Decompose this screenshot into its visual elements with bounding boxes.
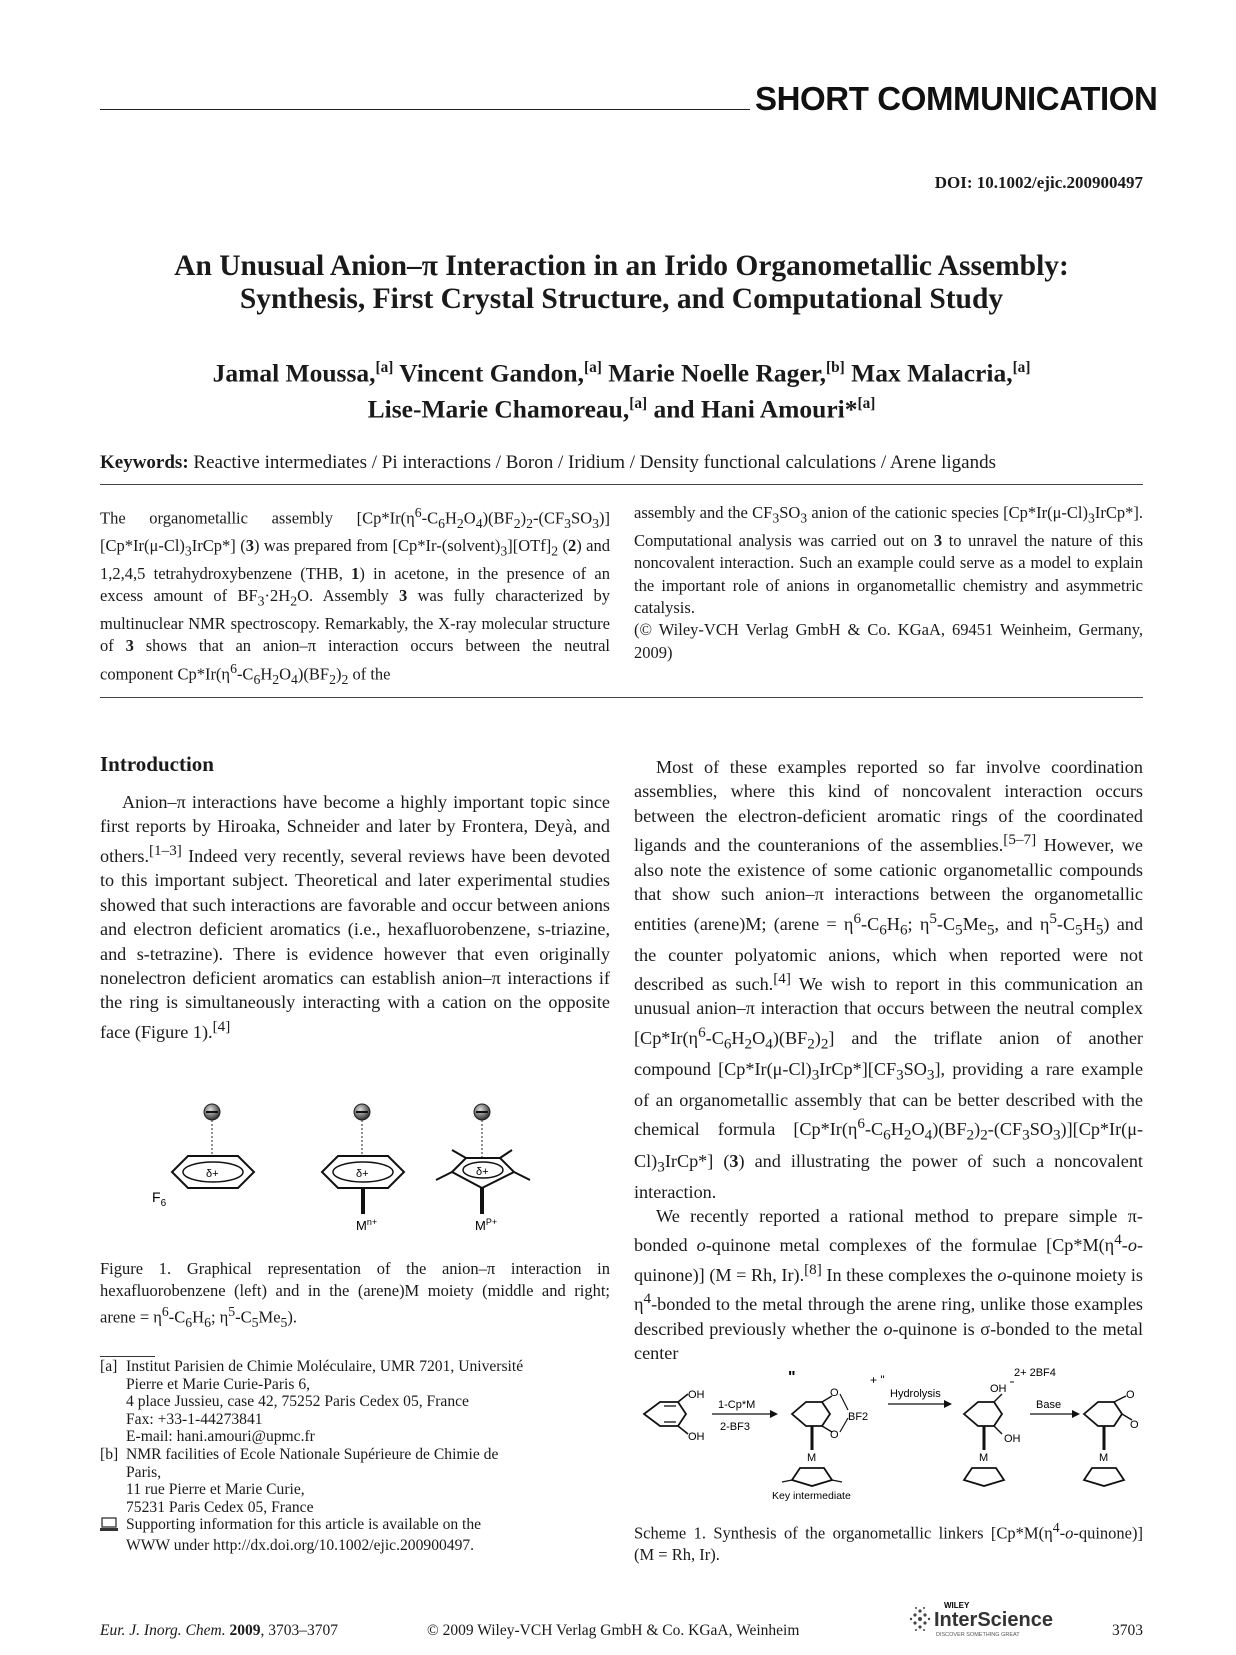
arene-m-diagram <box>322 1104 404 1233</box>
abstract-left: The organometallic assembly $[Cp*Ir(\eta^6-C_6H_2O_4)(BF_2)_2-(CF_3SO_3)][Cp*Ir(\mu-Cl)_3IrCp*]$ (3) was prepared from $[Cp*Ir-(solvent)_3][OTf]_2$ (2) and 1,2,4,5 tetrahydroxybenzene (THB, 1) in acetone, in the presence of an excess amount of $BF_3\cdot 2H_2O$. Assembly 3 was fully characterized by multinuclear NMR spectroscopy. Remarkably, the X-ray molecular structure of 3 shows that an anion–π interaction occurs between the neutral component $Cp*Ir(\eta^6-C_6H_2O_4)(BF_2)_2$ of the <box>100 505 610 687</box>
author-affiliation: [b] <box>826 359 845 376</box>
reagent-1: 1-Cp*M <box>718 1399 756 1411</box>
svg-text:OH: OH <box>990 1383 1007 1395</box>
base-label: Base <box>1036 1399 1062 1411</box>
scheme-1-caption: Scheme 1. Synthesis of the organometallic linkers $[Cp*M(\eta^4-o-quinone)] (M = Rh$, Ir). <box>634 1520 1143 1564</box>
journal-citation: Eur. J. Inorg. Chem. 2009, 3703–3707 <box>100 1622 338 1639</box>
cp-star-m-diagram <box>436 1104 530 1233</box>
author-affiliation: [a] <box>1012 359 1031 376</box>
hydroxy-complex-structure <box>964 1367 1056 1486</box>
author-name: Lise-Marie Chamoreau, <box>367 394 630 423</box>
quinone-complex-structure <box>1084 1389 1139 1486</box>
keywords <box>100 452 996 474</box>
catechol-structure <box>644 1389 705 1443</box>
author-name: Marie Noelle Rager, <box>608 358 827 388</box>
abstract-copyright: (© Wiley-VCH Verlag GmbH & Co. KGaA, 69451 Weinheim, Germany, 2009) <box>634 620 1143 662</box>
header-rule <box>100 109 750 110</box>
metal-label: $M^{n+}$ <box>356 1217 378 1233</box>
svg-text:M: M <box>979 1452 989 1464</box>
svg-text:OH: OH <box>688 1431 705 1443</box>
svg-text:O: O <box>1130 1419 1139 1431</box>
hexafluorobenzene-diagram <box>152 1104 254 1209</box>
author-email[interactable]: E-mail: hani.amouri@upmc.fr <box>126 1428 315 1446</box>
intro-paragraph-1: Anion–π interactions have become a highly important topic since first reports by Hiroaka, Schneider and later by Frontera, Deyà, and others.[1–3] Indeed very recently, several reviews have been devoted to this important subject. Theoretical and later experimental studies showed that such interactions are favorable and occur between anions and electron deficient aromatics (i.e., hexafluorobenzene, s-triazine, and s-tetrazine). There is evidence however that even originally nonelectron deficient aromatics can establish anion–π interactions if the ring is simultaneously interacting with a cation on the opposite face (Figure 1).[4] <box>100 792 610 1042</box>
author-affiliation: [a] <box>629 394 648 412</box>
svg-text:O: O <box>1126 1389 1135 1401</box>
svg-text:O: O <box>830 1387 839 1399</box>
counter-ion-label: 2+ 2BF4 <box>1014 1367 1056 1379</box>
page-number: 3703 <box>1112 1622 1143 1639</box>
author-affiliation: [a] <box>857 394 876 412</box>
author-affiliation: [a] <box>375 359 394 376</box>
svg-text:M: M <box>807 1452 817 1464</box>
svg-text:δ+: δ+ <box>476 1166 489 1178</box>
abstract-bottom-rule <box>100 697 1143 698</box>
title-line-2: Synthesis, First Crystal Structure, and Computational Study <box>239 283 1004 315</box>
svg-text:+ ": + " <box>870 1373 885 1387</box>
figure-1 <box>140 1100 580 1240</box>
metal-label: $M^{P+}$ <box>475 1217 498 1233</box>
author-name: and Hani Amouri* <box>653 394 858 423</box>
svg-text:DISCOVER SOMETHING GREAT: DISCOVER SOMETHING GREAT <box>936 1632 1020 1638</box>
svg-text:BF2: BF2 <box>848 1411 869 1423</box>
section-heading-introduction: Introduction <box>100 752 214 776</box>
svg-text:M: M <box>1099 1452 1109 1464</box>
author-name: Jamal Moussa, <box>212 358 376 388</box>
svg-text:OH: OH <box>1004 1433 1021 1445</box>
intro-paragraph-2: Most of these examples reported so far involve coordination assemblies, where this kind of noncovalent interaction occurs between the electron-deficient aromatic rings of the coordinated ligands and the counteranions of the assemblies.[5–7] However, we also note the existence of some cationic organometallic compounds that show such anion–π interactions between the organometallic entities (arene)M; (arene = $\eta^6-C_6H_6$; $\eta^5-C_5Me_5$, and $\eta^5-C_5H_5$) and the counter polyatomic anions, which when reported were not described as such.[4] We wish to report in this communication an unusual anion–π interaction that occurs between the neutral complex $[Cp*Ir(\eta^6-C_6H_2O_4)(BF_2)_2]$ and the triflate anion of another compound $[Cp*Ir(\mu-Cl)_3IrCp*][CF_3SO_3]$, providing a rare example of an organometallic assembly that can be better described with the chemical formula $[Cp*Ir(\eta^6-C_6H_2O_4)(BF_2)_2-(CF_3SO_3)][Cp*Ir(\mu-Cl)_3IrCp*]$ (3) and illustrating the power of such a noncovalent interaction. We recently reported a rational method to prepare simple π-bonded o-quinone metal complexes of the formulae $[Cp*M(\eta^4-o-quinone)] (M = Rh$, Ir).[8] In these complexes the o-quinone moiety is $\eta^4$-bonded to the metal through the arene ring, unlike those examples described previously whether the o-quinone is σ-bonded to the metal center <box>634 757 1144 1364</box>
svg-text:": " <box>788 1369 796 1386</box>
keywords-label: Keywords: <box>100 452 189 473</box>
key-intermediate-structure <box>772 1369 885 1502</box>
title-line-1: An Unusual Anion–π Interaction in an Irido Organometallic Assembly: <box>174 250 1069 282</box>
author-name: Max Malacria, <box>851 358 1013 388</box>
author-list <box>100 353 1143 424</box>
svg-text:O: O <box>830 1429 839 1441</box>
doi[interactable]: DOI: 10.1002/ejic.200900497 <box>934 173 1143 192</box>
abstract-right: assembly and the $CF_3SO_3$ anion of the cationic species $[Cp*Ir(\mu-Cl)_3IrCp*]$. Computational analysis was carried out on 3 to unravel the nature of this noncovalent interaction. Such an example could serve as a model to explain the important role of anions in organometallic chemistry and asymmetric catalysis. (© Wiley-VCH Verlag GmbH & Co. KGaA, 69451 Weinheim, Germany, 2009) <box>634 502 1143 664</box>
key-intermediate-label: Key intermediate <box>772 1490 851 1502</box>
svg-text:WILEY: WILEY <box>944 1601 970 1610</box>
footer-copyright: © 2009 Wiley-VCH Verlag GmbH & Co. KGaA, Weinheim <box>427 1622 800 1639</box>
f6-label: $F_6$ <box>152 1189 167 1209</box>
interscience-logo <box>906 1599 1076 1639</box>
section-label: SHORT COMMUNICATION <box>755 80 1158 117</box>
svg-text:OH: OH <box>688 1389 705 1401</box>
scheme-1 <box>634 1362 1143 1502</box>
hydrolysis-label: Hydrolysis <box>890 1388 941 1400</box>
computer-icon <box>100 1516 126 1537</box>
author-affiliation: [a] <box>583 359 602 376</box>
supporting-info-link[interactable]: WWW under http://dx.doi.org/10.1002/ejic.200900497. <box>126 1536 475 1554</box>
author-name: Vincent Gandon, <box>399 358 584 388</box>
keywords-list: Reactive intermediates / Pi interactions / Boron / Iridium / Density functional calculations / Arene ligands <box>193 452 996 473</box>
footnote-rule <box>100 1356 155 1357</box>
article-title <box>100 250 1143 316</box>
svg-text:InterScience: InterScience <box>934 1609 1053 1631</box>
abstract-top-rule <box>100 484 1143 485</box>
affiliation-footnotes: [a] Institut Parisien de Chimie Moléculaire, UMR 7201, Université Pierre et Marie Curie-Paris 6, 4 place Jussieu, case 42, 75252 Paris Cedex 05, France Fax: +33-1-44273841 E-mail: hani.amouri@upmc.fr [b] NMR facilities of Ecole Nationale Supérieure de Chimie de Paris, 11 rue Pierre et Marie Curie, 75231 Paris Cedex 05, France Supporting information for this article is available on the WWW under http://dx.doi.org/10.1002/ejic.200900497. <box>100 1358 610 1555</box>
svg-text:δ+: δ+ <box>356 1168 369 1180</box>
delta-plus-label: δ+ <box>206 1168 219 1180</box>
reagent-2: 2-BF3 <box>720 1421 750 1433</box>
figure-1-caption: Figure 1. Graphical representation of the anion–π interaction in hexafluorobenzene (left) and in the (arene)M moiety (middle and right; arene = $\eta^6-C_6H_6$; $\eta^5-C_5Me_5$). <box>100 1259 610 1330</box>
